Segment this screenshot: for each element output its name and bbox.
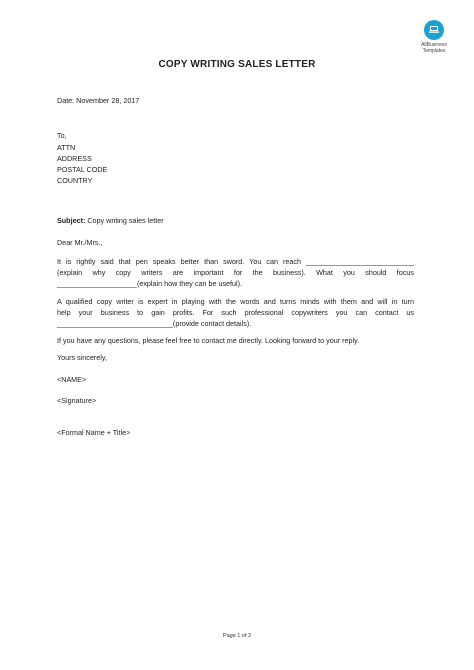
paragraph-2-line-2: help your business to gain profits. For such professional copywriters you can contact us [57,308,414,317]
paragraph-2-line-3: _____________________________(provide contact details). [57,319,252,328]
recipient-to: To, [57,131,67,140]
logo-badge [424,20,444,40]
logo-line-2: Templates [422,48,446,54]
recipient-postal: POSTAL CODE [57,165,108,174]
page-number: Page 1 of 2 [222,633,252,639]
subject-label: Subject: [57,216,86,225]
signature: <Signature> [57,396,97,405]
brand-logo[interactable] [409,20,459,54]
paragraph-1-line-2: (explain why copy writers are important for the business). What you should focus [57,268,414,277]
recipient-attn: ATTN [57,143,76,152]
paragraph-1 [57,256,414,289]
logo-line-1: AllBusiness [421,42,447,48]
formal-name: <Formal Name + Title> [57,428,131,437]
date-line: Date: November 28, 2017 [57,96,140,105]
recipient-country: COUNTRY [57,176,93,185]
paragraph-1-line-1: It is rightly said that pen speaks better than sword. You can reach ___________________________ [57,257,414,266]
paragraph-2-line-1: A qualified copy writer is expert in playing with the words and turns minds with them and will in turn [57,297,414,306]
paragraph-2 [57,296,414,329]
subject-text: Copy writing sales letter [85,216,164,225]
recipient-address: ADDRESS [57,154,92,163]
sender-name: <NAME> [57,375,87,384]
page-title: COPY WRITING SALES LETTER [158,59,316,70]
paragraph-3: If you have any questions, please feel free to contact me directly. Looking forward to your reply. [57,336,360,345]
salutation: Dear Mr./Mrs., [57,238,103,247]
paragraph-1-line-3: ____________________(explain how they can be useful). [57,279,243,288]
subject-line [57,216,164,225]
closing: Yours sincerely, [57,353,107,362]
laptop-icon [428,25,440,34]
logo-text [409,42,459,54]
